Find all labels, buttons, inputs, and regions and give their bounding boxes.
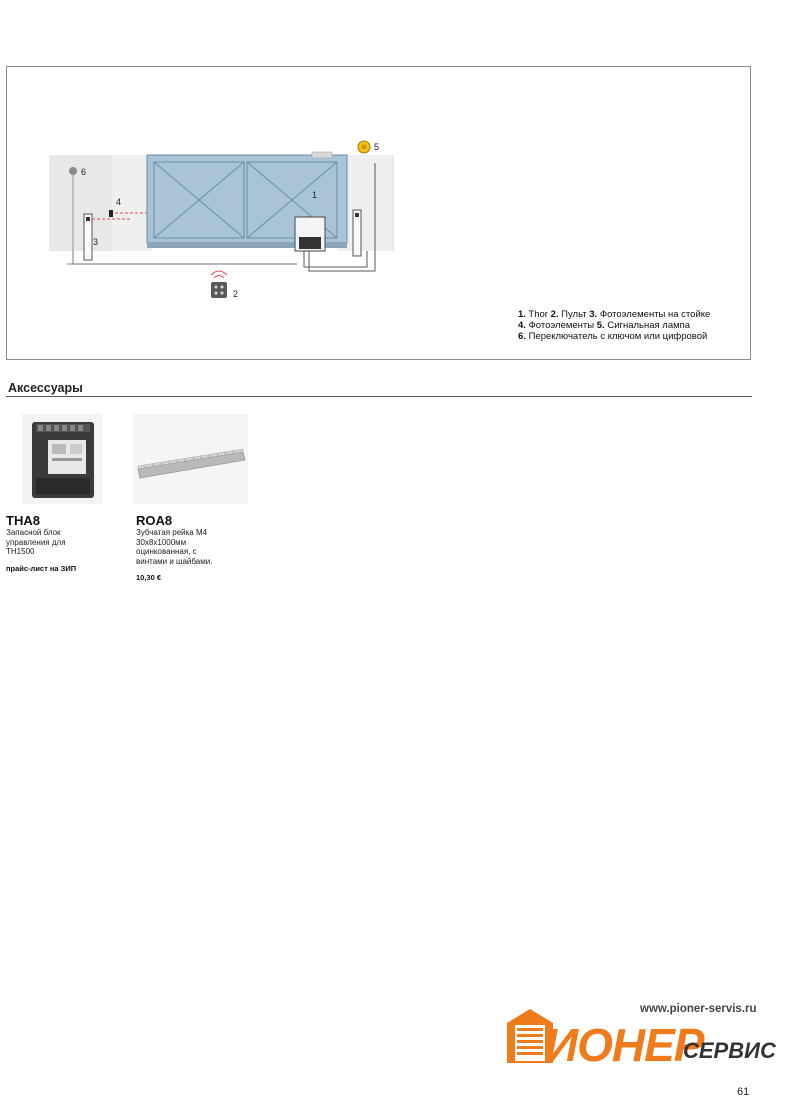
page-number: 61 bbox=[737, 1086, 750, 1098]
product-code: ROA8 bbox=[136, 513, 173, 528]
callout-6: 6 bbox=[81, 167, 87, 177]
callout-3: 3 bbox=[93, 237, 99, 247]
logo-subtitle: СЕРВИС bbox=[683, 1038, 776, 1063]
section-divider bbox=[6, 396, 752, 397]
section-title: Аксессуары bbox=[8, 381, 83, 395]
motor-thor bbox=[295, 217, 325, 251]
logo-wordmark: ИОНЕР bbox=[545, 1019, 704, 1071]
flashing-lamp bbox=[358, 141, 370, 153]
product-price: 10,30 € bbox=[136, 573, 162, 582]
callout-2: 2 bbox=[233, 289, 239, 299]
right-wall bbox=[392, 155, 394, 251]
photocell-post-right bbox=[353, 210, 361, 256]
remote-control bbox=[211, 271, 227, 298]
photocell-post-left bbox=[84, 214, 92, 260]
product-description: Зубчатая рейка M4 30x8x1000мм оцинкованная, с винтами и шайбами. bbox=[136, 528, 213, 566]
gear-rack-image bbox=[133, 414, 248, 504]
product-code: THA8 bbox=[6, 513, 40, 528]
website-link[interactable]: www.pioner-servis.ru bbox=[640, 1003, 757, 1015]
control-board-image bbox=[22, 414, 102, 504]
product-description: Запасной блок управления для TH1500 bbox=[6, 528, 66, 556]
legend-line: 6. Переключатель с ключом или цифровой bbox=[518, 331, 708, 342]
legend-line: 1. Thor 2. Пульт 3. Фотоэлементы на стойке bbox=[518, 309, 711, 320]
legend-line: 4. Фотоэлементы 5. Сигнальная лампа bbox=[518, 320, 691, 331]
product-price-link[interactable]: прайс-лист на ЗИП bbox=[6, 564, 77, 573]
callout-1: 1 bbox=[312, 190, 318, 200]
callout-5: 5 bbox=[374, 142, 380, 152]
diagram-legend bbox=[518, 309, 710, 342]
callout-4: 4 bbox=[116, 197, 122, 207]
